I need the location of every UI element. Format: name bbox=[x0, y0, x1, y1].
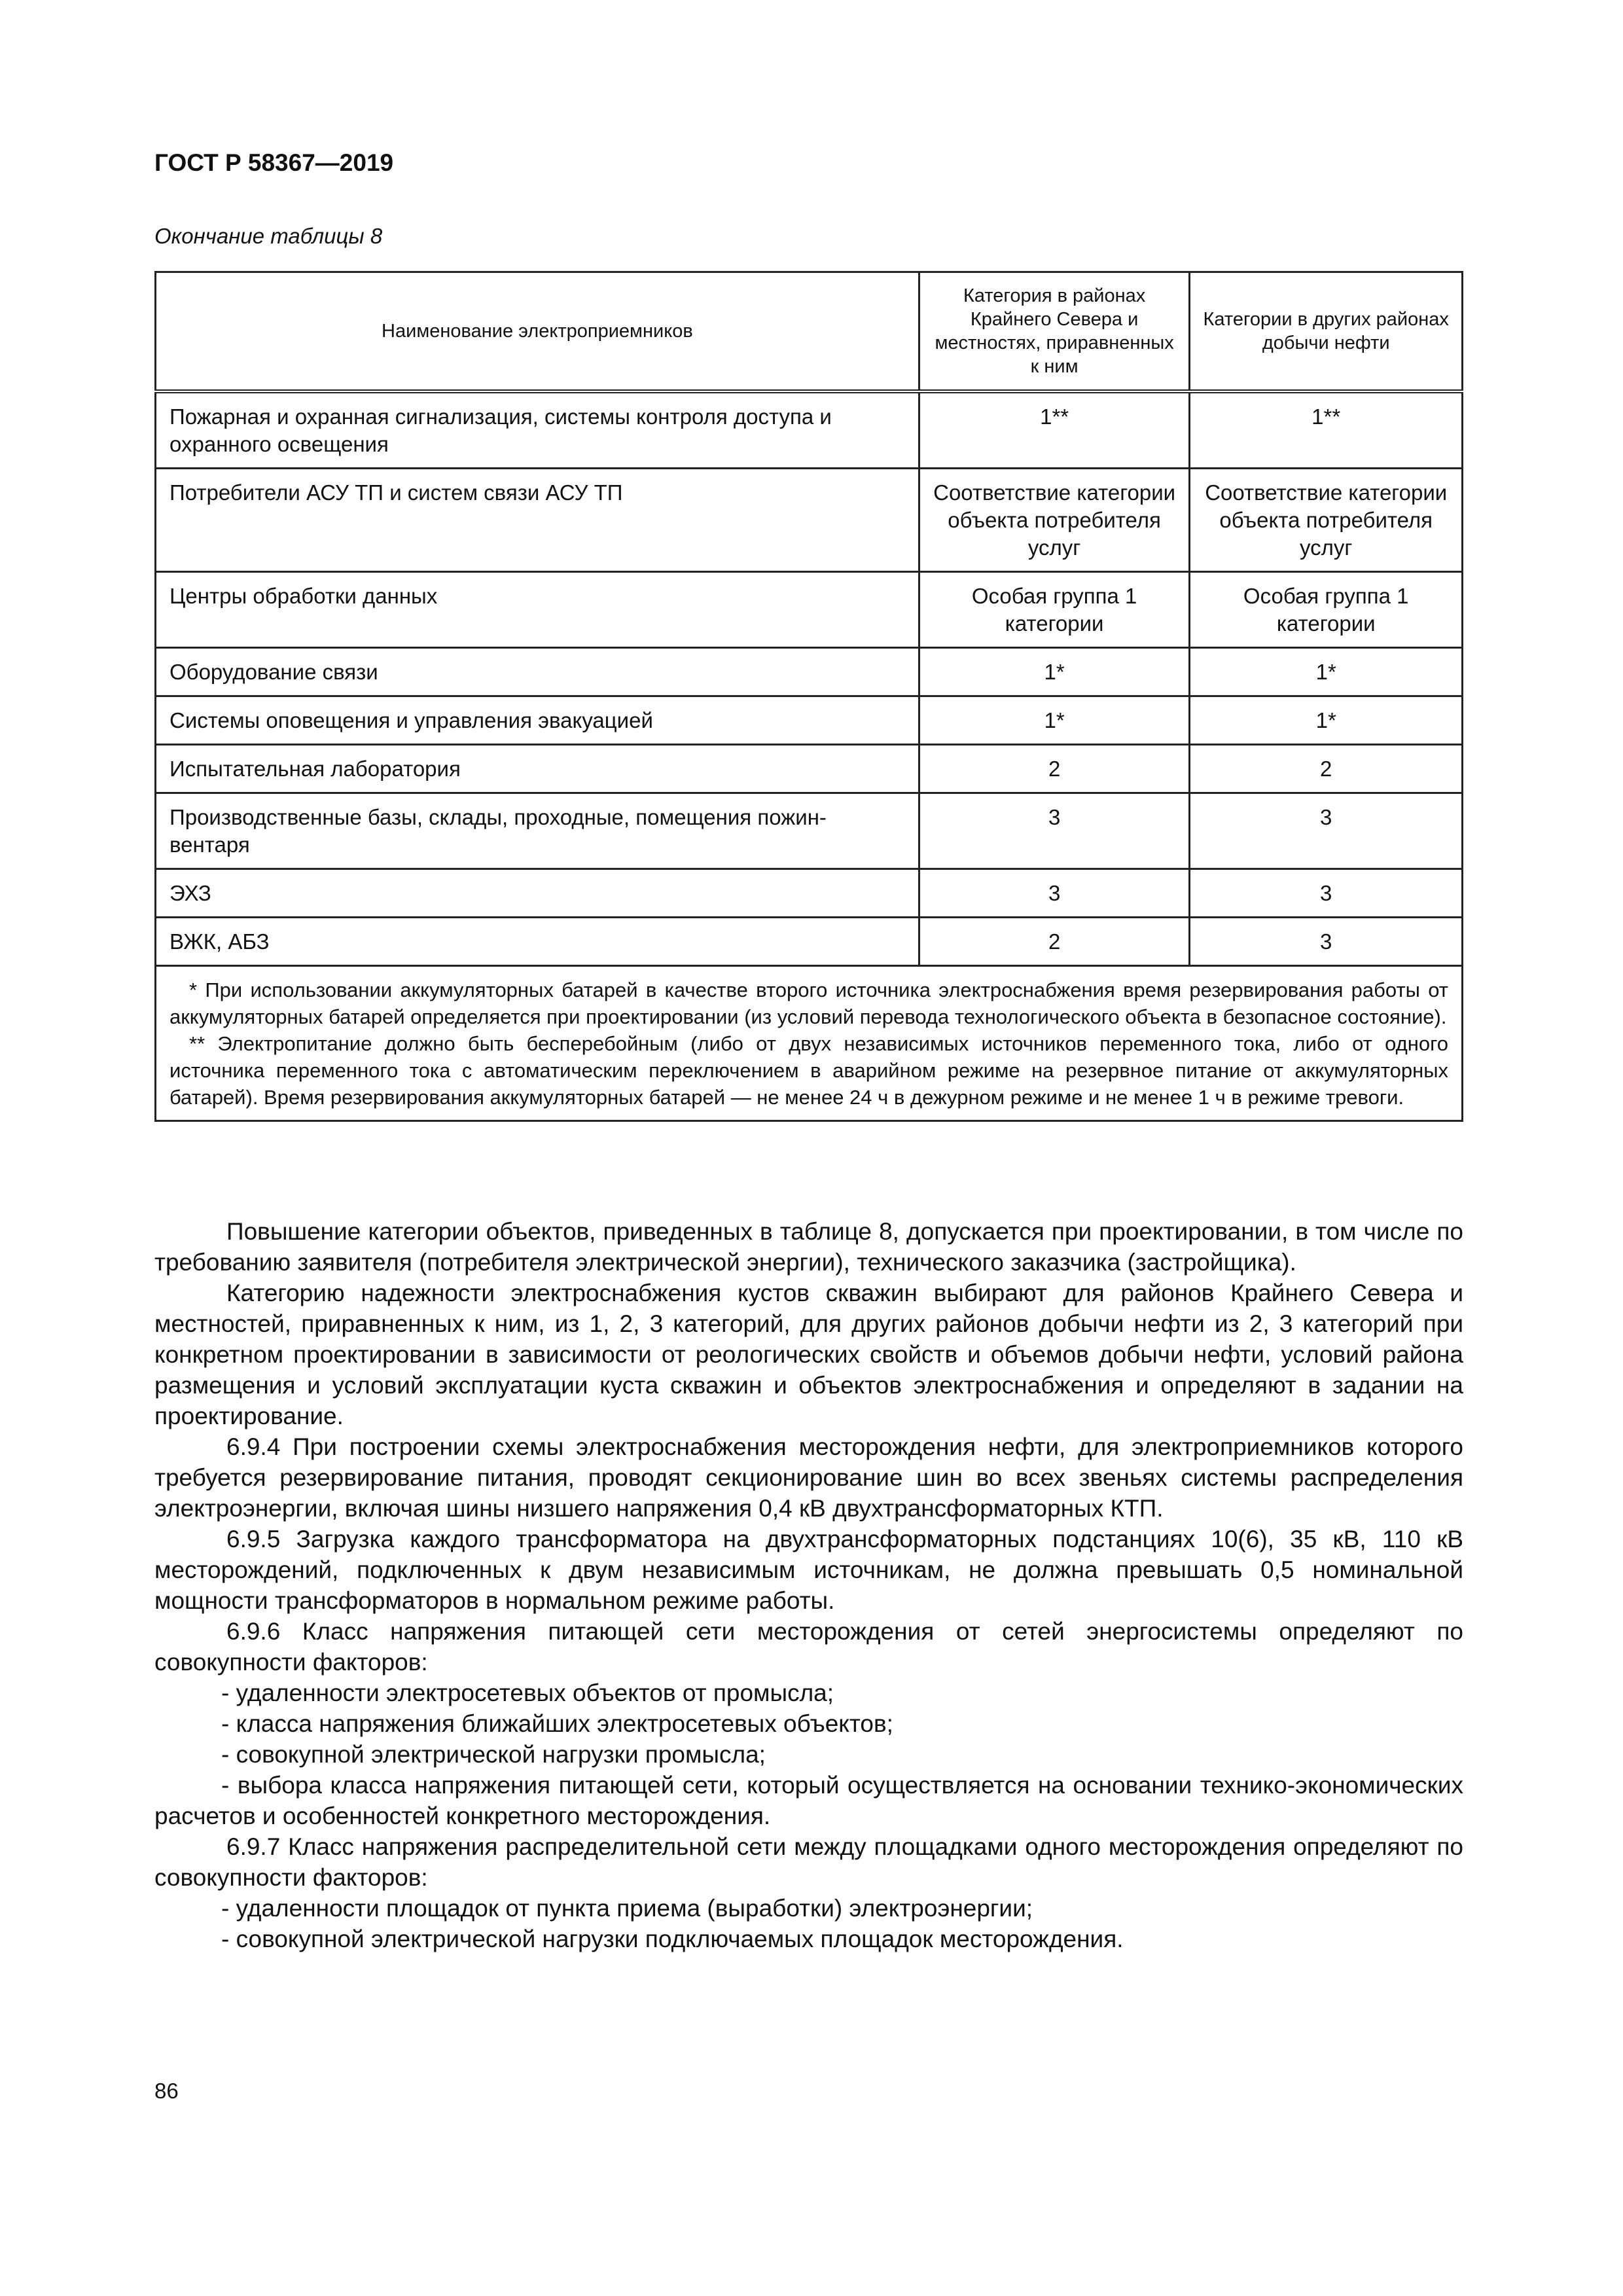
row-north-value: 2 bbox=[919, 918, 1190, 966]
table-row bbox=[156, 572, 1463, 648]
row-other-value: 3 bbox=[1190, 918, 1463, 966]
column-header-north: Категория в районах Крайнего Севера и местностях, приравненных к ним bbox=[919, 272, 1190, 392]
table-row bbox=[156, 869, 1463, 918]
table-row bbox=[156, 696, 1463, 745]
column-header-name: Наименование электроприемников bbox=[156, 272, 919, 392]
row-north-value: 1** bbox=[919, 391, 1190, 469]
paragraph: Категорию надежности электроснабжения кустов скважин выбирают для районов Крайнего Севера и местностей, приравненных к ним, из 1, 2, 3 категорий, для других районов добычи нефти из 2, 3 категорий при конкретном проектировании в зависимости от реологических свойств и объемов добычи нефти, условий района размещения и условий эксплуатации куста скважин и объектов электроснабжения и определяют в задании на проектирование. bbox=[154, 1280, 1463, 1429]
row-name: Оборудование связи bbox=[156, 648, 919, 696]
list-item: - выбора класса напряжения питающей сети, который осуществляется на основании технико-экономических расчетов и особенностей конкретного месторождения. bbox=[154, 1772, 1463, 1829]
category-table bbox=[154, 271, 1463, 1122]
row-other-value: 3 bbox=[1190, 793, 1463, 869]
table-row bbox=[156, 648, 1463, 696]
footnote-single-asterisk: * При использовании аккумуляторных батарей в качестве второго источника электроснабжения время резервирования работы от аккумуляторных батарей определяется при проектировании (из условий перевода технологического объекта в безопасное состояние). bbox=[169, 978, 1448, 1028]
body-text bbox=[154, 1216, 1463, 1954]
paragraph: 6.9.6 Класс напряжения питающей сети месторождения от сетей энергосистемы определяют по совокупности факторов: bbox=[154, 1618, 1463, 1676]
row-north-value: 1* bbox=[919, 696, 1190, 745]
row-other-value: Соответствие категории объекта потребителя услуг bbox=[1190, 469, 1463, 572]
row-north-value: Соответствие категории объекта потребителя услуг bbox=[919, 469, 1190, 572]
document-code: ГОСТ Р 58367—2019 bbox=[154, 149, 394, 176]
paragraph: 6.9.4 При построении схемы электроснабжения месторождения нефти, для электроприемников которого требуется резервирование питания, проводят секционирование шин во всех звеньях системы распределения электроэнергии, включая шины низшего напряжения 0,4 кВ двухтрансформаторных КТП. bbox=[154, 1433, 1463, 1522]
table-footnotes-row bbox=[156, 966, 1463, 1121]
list-item: - класса напряжения ближайших электросетевых объектов; bbox=[221, 1710, 893, 1737]
table-row bbox=[156, 918, 1463, 966]
row-name: Пожарная и охранная сигнализация, системы контроля доступа и охранного освещения bbox=[156, 391, 919, 469]
table-header-row bbox=[156, 272, 1463, 392]
table-footnotes bbox=[156, 966, 1463, 1121]
list-item: - совокупной электрической нагрузки подключаемых площадок месторождения. bbox=[221, 1926, 1124, 1952]
row-north-value: 3 bbox=[919, 793, 1190, 869]
row-other-value: 1* bbox=[1190, 696, 1463, 745]
page-number: 86 bbox=[154, 2079, 179, 2103]
table-row bbox=[156, 745, 1463, 793]
table-row bbox=[156, 469, 1463, 572]
row-name: Центры обработки данных bbox=[156, 572, 919, 648]
column-header-other: Категории в других районах добычи нефти bbox=[1190, 272, 1463, 392]
table-row bbox=[156, 793, 1463, 869]
row-other-value: 3 bbox=[1190, 869, 1463, 918]
row-north-value: 1* bbox=[919, 648, 1190, 696]
table-caption: Окончание таблицы 8 bbox=[154, 224, 383, 248]
paragraph: Повышение категории объектов, приведенных в таблице 8, допускается при проектировании, в том числе по требованию заявителя (потребителя электрической энергии), технического заказчика (застройщика). bbox=[154, 1218, 1463, 1276]
list-item: - удаленности электросетевых объектов от промысла; bbox=[221, 1679, 834, 1706]
row-name: ВЖК, АБЗ bbox=[156, 918, 919, 966]
list-item: - удаленности площадок от пункта приема (выработки) электроэнергии; bbox=[221, 1895, 1033, 1922]
paragraph: 6.9.7 Класс напряжения распределительной сети между площадками одного месторождения определяют по совокупности факторов: bbox=[154, 1833, 1463, 1891]
row-name: Производственные базы, склады, проходные, помещения пожин-вентаря bbox=[156, 793, 919, 869]
list-item: - совокупной электрической нагрузки промысла; bbox=[221, 1741, 766, 1768]
row-north-value: 2 bbox=[919, 745, 1190, 793]
row-other-value: 1* bbox=[1190, 648, 1463, 696]
row-other-value: Особая группа 1 категории bbox=[1190, 572, 1463, 648]
row-name: Испытательная лаборатория bbox=[156, 745, 919, 793]
footnote-double-asterisk: ** Электропитание должно быть бесперебойным (либо от двух независимых источников переменного тока, либо от одного источника переменного тока с автоматическим переключением в аварийном режиме на резервное питание от аккумуляторных батарей). Время резервирования аккумуляторных батарей — не менее 24 ч в дежурном режиме и не менее 1 ч в режиме тревоги. bbox=[169, 1032, 1448, 1109]
row-north-value: 3 bbox=[919, 869, 1190, 918]
row-name: Потребители АСУ ТП и систем связи АСУ ТП bbox=[156, 469, 919, 572]
row-north-value: Особая группа 1 категории bbox=[919, 572, 1190, 648]
row-other-value: 1** bbox=[1190, 391, 1463, 469]
table-row bbox=[156, 391, 1463, 469]
paragraph: 6.9.5 Загрузка каждого трансформатора на двухтрансформаторных подстанциях 10(6), 35 кВ, 110 кВ месторождений, подключенных к двум независимым источникам, не должна превышать 0,5 номинальной мощности трансформаторов в нормальном режиме работы. bbox=[154, 1526, 1463, 1614]
row-other-value: 2 bbox=[1190, 745, 1463, 793]
row-name: Системы оповещения и управления эвакуацией bbox=[156, 696, 919, 745]
row-name: ЭХЗ bbox=[156, 869, 919, 918]
